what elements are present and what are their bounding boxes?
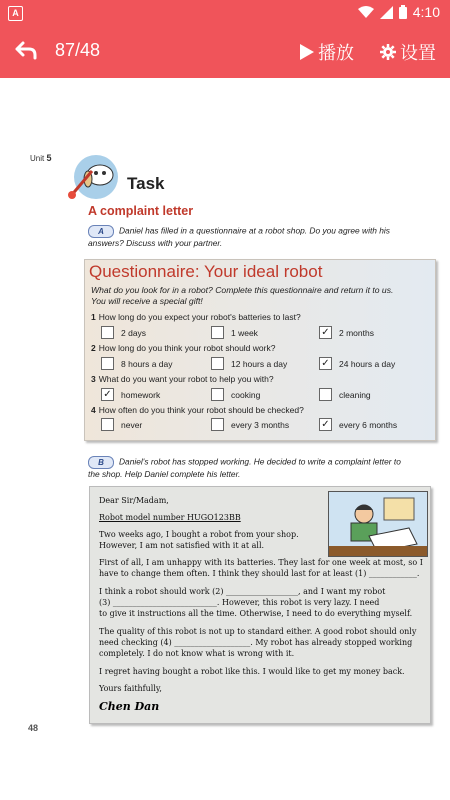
checkbox[interactable] xyxy=(211,326,224,339)
toolbar xyxy=(0,26,450,78)
option-label: every 6 months xyxy=(339,419,398,430)
q3-option-2[interactable] xyxy=(211,388,260,401)
letter-line: to give it instructions all the time. Otherwise, I need to do everything myself. xyxy=(99,609,413,618)
checkbox[interactable] xyxy=(211,388,224,401)
option-label: 2 months xyxy=(339,327,374,338)
part-a-line1: Daniel has filled in a questionnaire at a robot shop. Do you agree with his xyxy=(119,225,390,236)
q2-option-2[interactable] xyxy=(211,357,287,370)
part-a-instruction xyxy=(88,225,390,249)
letter-line: The quality of this robot is not up to standard either. A good robot should only xyxy=(99,627,417,636)
clock: 4:10 xyxy=(412,4,440,20)
letter-line: First of all, I am unhappy with its batteries. They last for one week at most, so I xyxy=(99,558,423,567)
part-a-badge[interactable]: A xyxy=(88,225,114,238)
q4-text: How often do you think your robot should be checked? xyxy=(98,405,304,415)
section-heading: A complaint letter xyxy=(88,204,194,218)
q3-number: 3 xyxy=(91,374,96,384)
q4-number: 4 xyxy=(91,405,96,415)
q1-option-1[interactable] xyxy=(101,326,146,339)
battery-icon xyxy=(399,5,407,19)
option-label: cooking xyxy=(231,389,261,400)
part-b-line2: the shop. Help Daniel complete his letter. xyxy=(88,469,241,479)
option-label: never xyxy=(121,419,143,430)
status-right xyxy=(358,4,440,20)
part-a-line2: answers? Discuss with your partner. xyxy=(88,238,223,248)
q3-option-3[interactable] xyxy=(319,388,371,401)
part-b-line1: Daniel's robot has stopped working. He decided to write a complaint letter to xyxy=(119,456,401,467)
q4-option-2[interactable] xyxy=(211,418,289,431)
robot-mascot-illustration xyxy=(66,153,124,201)
back-arrow-icon[interactable] xyxy=(14,38,38,62)
option-label: every 3 months xyxy=(231,419,290,430)
textbook-page xyxy=(0,78,450,800)
letter-line: completely. I do not know what is wrong with it. xyxy=(99,649,295,658)
option-label: 12 hours a day xyxy=(231,358,288,369)
letter-model-number: Robot model number HUGO123BB xyxy=(99,513,241,522)
q4-option-3[interactable] xyxy=(319,418,397,431)
status-bar xyxy=(0,0,450,26)
option-label: 2 days xyxy=(121,327,147,338)
q2-number: 2 xyxy=(91,343,96,353)
signal-icon xyxy=(380,6,393,19)
option-label: 1 week xyxy=(231,327,258,338)
checkbox-checked[interactable]: ✓ xyxy=(319,357,332,370)
part-b-instruction xyxy=(88,456,401,480)
question-4 xyxy=(91,405,304,415)
complaint-letter-card xyxy=(89,486,431,724)
checkbox[interactable] xyxy=(101,326,114,339)
q1-number: 1 xyxy=(91,312,96,322)
gear-icon xyxy=(380,44,396,60)
q2-text: How long do you think your robot should work? xyxy=(98,343,276,353)
unit-label xyxy=(30,153,51,163)
part-b-badge[interactable]: B xyxy=(88,456,114,469)
letter-line: I regret having bought a robot like this. I would like to get my money back. xyxy=(99,667,405,676)
option-label: 8 hours a day xyxy=(121,358,173,369)
q1-option-3[interactable] xyxy=(319,326,374,339)
signature: Chen Dan xyxy=(99,700,160,713)
questionnaire-title: Questionnaire: Your ideal robot xyxy=(89,262,323,281)
page-number: 48 xyxy=(28,723,39,733)
wifi-icon xyxy=(358,6,374,19)
q3-text: What do you want your robot to help you with? xyxy=(98,374,274,384)
settings-button[interactable] xyxy=(380,39,436,65)
q3-option-1[interactable] xyxy=(101,388,160,401)
questionnaire-sub2: You will receive a special gift! xyxy=(91,296,203,306)
play-icon xyxy=(300,44,314,60)
q2-option-1[interactable] xyxy=(101,357,173,370)
page-indicator: 87/48 xyxy=(55,40,101,60)
q1-text: How long do you expect your robot's batteries to last? xyxy=(98,312,301,322)
boy-writing-illustration xyxy=(328,491,428,557)
questionnaire-subtitle xyxy=(91,285,393,307)
letter-line: However, I am not satisfied with it at all. xyxy=(99,541,265,550)
checkbox-checked[interactable]: ✓ xyxy=(319,326,332,339)
unit-text: Unit xyxy=(30,154,45,163)
option-label: homework xyxy=(121,389,161,400)
play-button[interactable] xyxy=(300,39,354,65)
checkbox[interactable] xyxy=(319,388,332,401)
letter-blank-3: (3) __________________________. However, this robot is very lazy. I need xyxy=(99,598,380,607)
letter-closing: Yours faithfully, xyxy=(99,684,162,693)
question-2 xyxy=(91,343,275,353)
letter-blank-1: have to change them often. I think they should last for at least (1) ____________. xyxy=(99,569,420,578)
option-label: 24 hours a day xyxy=(339,358,396,369)
settings-label: 设置 xyxy=(400,43,436,63)
q2-option-3[interactable] xyxy=(319,357,395,370)
app-notification-icon: A xyxy=(8,6,23,21)
letter-greeting: Dear Sir/Madam, xyxy=(99,496,169,505)
q4-option-1[interactable] xyxy=(101,418,142,431)
letter-blank-4: need checking (4) ___________________. My robot has already stopped working xyxy=(99,638,413,647)
play-label: 播放 xyxy=(318,43,354,63)
q1-option-2[interactable] xyxy=(211,326,258,339)
checkbox[interactable] xyxy=(101,357,114,370)
letter-line: Two weeks ago, I bought a robot from your shop. xyxy=(99,530,299,539)
task-title: Task xyxy=(127,174,165,193)
letter-blank-2: I think a robot should work (2) __________________, and I want my robot xyxy=(99,587,386,596)
questionnaire-card xyxy=(84,259,436,441)
question-1 xyxy=(91,312,301,322)
checkbox[interactable] xyxy=(211,357,224,370)
checkbox-checked[interactable]: ✓ xyxy=(101,388,114,401)
questionnaire-sub1: What do you look for in a robot? Complete this questionnaire and return it to us. xyxy=(91,285,394,295)
unit-number: 5 xyxy=(46,153,52,163)
checkbox[interactable] xyxy=(101,418,114,431)
option-label: cleaning xyxy=(339,389,371,400)
question-3 xyxy=(91,374,274,384)
checkbox[interactable] xyxy=(211,418,224,431)
checkbox-checked[interactable]: ✓ xyxy=(319,418,332,431)
